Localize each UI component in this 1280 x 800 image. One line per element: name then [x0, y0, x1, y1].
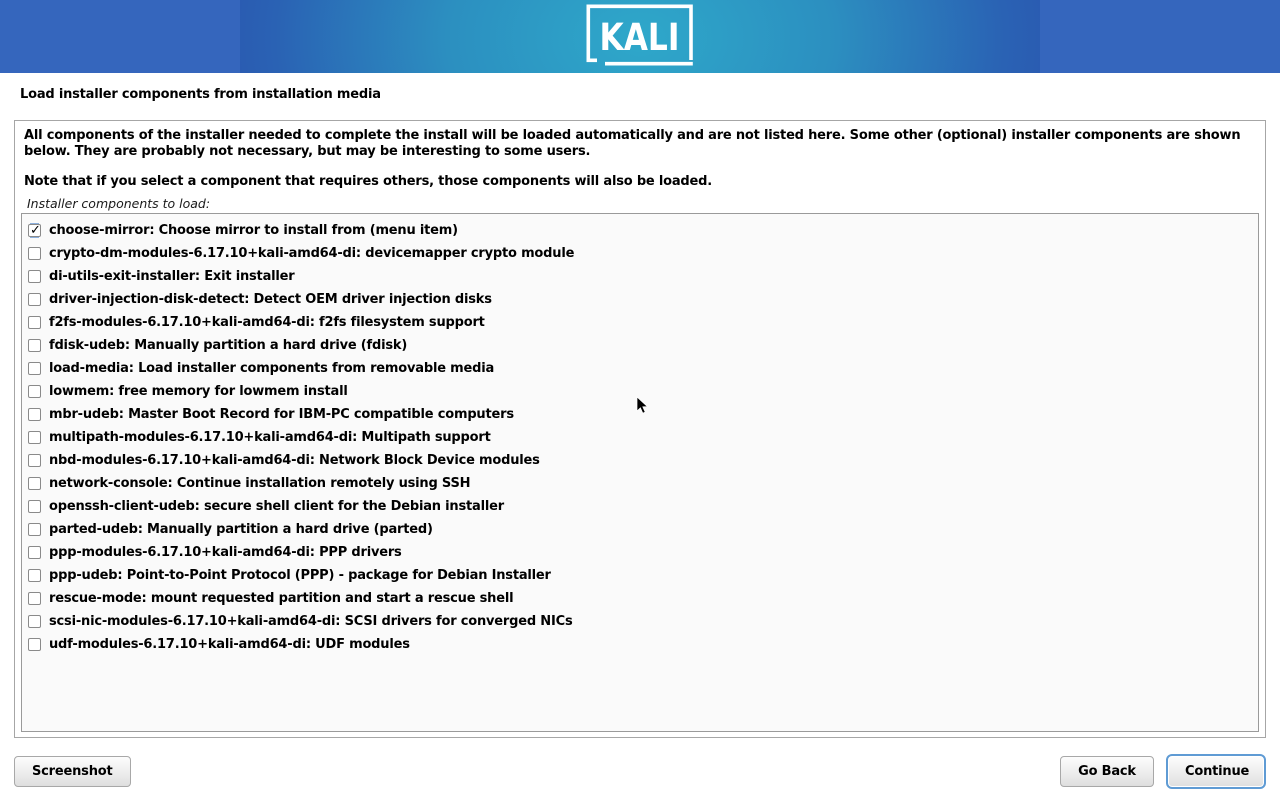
component-checkbox[interactable]: [28, 270, 41, 283]
component-label: openssh-client-udeb: secure shell client for the Debian installer: [49, 499, 504, 514]
component-label: ppp-modules-6.17.10+kali-amd64-di: PPP drivers: [49, 545, 402, 560]
content-box: [14, 120, 1266, 738]
component-label: driver-injection-disk-detect: Detect OEM driver injection disks: [49, 292, 492, 307]
component-label: fdisk-udeb: Manually partition a hard drive (fdisk): [49, 338, 408, 353]
components-listbox[interactable]: [21, 213, 1259, 732]
component-checkbox[interactable]: [28, 477, 41, 490]
intro-text: All components of the installer needed to complete the install will be loaded automatically and are not listed here. Some other (optional) installer components are shown below. They are probably not necessary, but may be interesting to some users.: [24, 128, 1241, 159]
component-row[interactable]: [22, 265, 1258, 288]
component-checkbox[interactable]: [28, 500, 41, 513]
component-checkbox[interactable]: [28, 569, 41, 582]
component-checkbox[interactable]: [28, 362, 41, 375]
component-checkbox[interactable]: [28, 523, 41, 536]
screenshot-button[interactable]: Screenshot: [14, 756, 131, 787]
component-label: lowmem: free memory for lowmem install: [49, 384, 348, 399]
component-checkbox[interactable]: [28, 316, 41, 329]
component-checkbox[interactable]: [28, 638, 41, 651]
component-row[interactable]: [22, 242, 1258, 265]
component-label: di-utils-exit-installer: Exit installer: [49, 269, 295, 284]
component-label: load-media: Load installer components from removable media: [49, 361, 495, 376]
component-row[interactable]: [22, 334, 1258, 357]
component-row[interactable]: [22, 380, 1258, 403]
component-label: rescue-mode: mount requested partition and start a rescue shell: [49, 591, 514, 606]
component-row[interactable]: [22, 633, 1258, 656]
component-row[interactable]: [22, 518, 1258, 541]
component-checkbox[interactable]: [28, 408, 41, 421]
component-label: crypto-dm-modules-6.17.10+kali-amd64-di: devicemapper crypto module: [49, 246, 575, 261]
component-checkbox[interactable]: [28, 247, 41, 260]
component-row[interactable]: [22, 288, 1258, 311]
component-row[interactable]: [22, 403, 1258, 426]
note-text: Note that if you select a component that requires others, those components will also be loaded.: [24, 174, 712, 189]
component-checkbox[interactable]: [28, 385, 41, 398]
components-list-label: Installer components to load:: [27, 196, 211, 211]
component-row[interactable]: [22, 219, 1258, 242]
component-row[interactable]: [22, 610, 1258, 633]
page-title: Load installer components from installation media: [20, 87, 381, 102]
kali-logo: [584, 2, 696, 72]
component-checkbox[interactable]: [28, 454, 41, 467]
component-checkbox[interactable]: [28, 546, 41, 559]
component-label: choose-mirror: Choose mirror to install from (menu item): [49, 223, 458, 238]
component-row[interactable]: [22, 311, 1258, 334]
component-row[interactable]: [22, 472, 1258, 495]
component-row[interactable]: [22, 541, 1258, 564]
component-checkbox[interactable]: [28, 431, 41, 444]
component-label: nbd-modules-6.17.10+kali-amd64-di: Network Block Device modules: [49, 453, 540, 468]
component-checkbox[interactable]: [28, 224, 41, 237]
component-row[interactable]: [22, 357, 1258, 380]
component-label: scsi-nic-modules-6.17.10+kali-amd64-di: SCSI drivers for converged NICs: [49, 614, 573, 629]
component-checkbox[interactable]: [28, 592, 41, 605]
component-row[interactable]: [22, 564, 1258, 587]
component-label: parted-udeb: Manually partition a hard drive (parted): [49, 522, 433, 537]
component-label: multipath-modules-6.17.10+kali-amd64-di: Multipath support: [49, 430, 491, 445]
component-label: mbr-udeb: Master Boot Record for IBM-PC compatible computers: [49, 407, 514, 422]
component-row[interactable]: [22, 587, 1258, 610]
component-row[interactable]: [22, 449, 1258, 472]
component-checkbox[interactable]: [28, 339, 41, 352]
component-row[interactable]: [22, 495, 1258, 518]
component-label: udf-modules-6.17.10+kali-amd64-di: UDF modules: [49, 637, 410, 652]
component-checkbox[interactable]: [28, 293, 41, 306]
kali-banner: [0, 0, 1280, 73]
go-back-button[interactable]: Go Back: [1060, 756, 1154, 787]
component-label: network-console: Continue installation remotely using SSH: [49, 476, 471, 491]
component-checkbox[interactable]: [28, 615, 41, 628]
continue-button[interactable]: Continue: [1166, 754, 1266, 789]
component-row[interactable]: [22, 426, 1258, 449]
component-label: f2fs-modules-6.17.10+kali-amd64-di: f2fs filesystem support: [49, 315, 485, 330]
component-label: ppp-udeb: Point-to-Point Protocol (PPP) - package for Debian Installer: [49, 568, 551, 583]
kali-logo-text: KALI: [599, 16, 680, 59]
